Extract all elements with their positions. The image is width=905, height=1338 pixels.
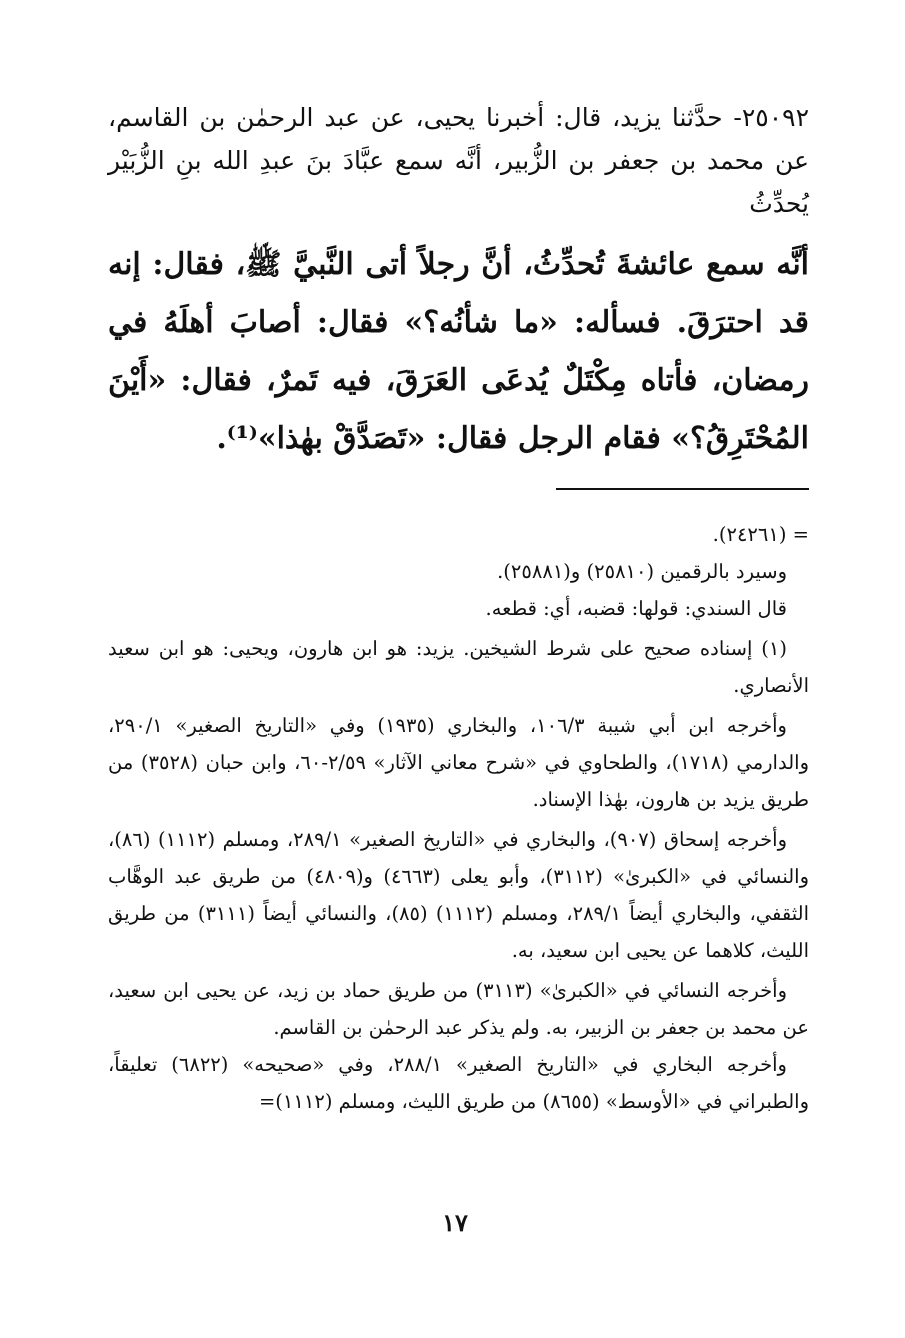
footnote-paragraph: وأخرجه إسحاق (٩٠٧)، والبخاري في «التاريخ الصغير» ٢٨٩/١، ومسلم (١١١٢) (٨٦)، والنسائي في «الكبرىٰ» (٣١١٢)، وأبو يعلى (٤٦٦٣) و(٤٨٠٩) من طريق عبد الوهَّاب الثقفي، والبخاري أيضاً ٢٨٩/١، ومسلم (١١١٢) (٨٥)، والنسائي أيضاً (٣١١١) من طريق الليث، كلاهما عن يحيى ابن سعيد، به. — [108, 828, 809, 962]
footnote-paragraph: وسيرد بالرقمين (٢٥٨١٠) و(٢٥٨٨١). — [497, 560, 787, 583]
footnote-1: (١) إسناده صحيح على شرط الشيخين. يزيد: هو ابن هارون، ويحيى: هو ابن سعيد الأنصاري. — [108, 637, 809, 697]
footnote-paragraph: وأخرجه ابن أبي شيبة ١٠٦/٣، والبخاري (١٩٣٥) وفي «التاريخ الصغير» ٢٩٠/١، والدارمي (١٧١٨)، والطحاوي في «شرح معاني الآثار» ٢/٥٩-٦٠، وابن حبان (٣٥٢٨) من طريق يزيد بن هارون، بهٰذا الإسناد. — [108, 714, 809, 811]
hadith-matn-text: أنَّه سمع عائشةَ تُحدِّثُ، أنَّ رجلاً أتى النَّبيَّ ﷺ، فقال: إنه قد احترَقَ. فسأله: «ما شأنُه؟» فقال: أصابَ أهلَهُ في رمضان، فأتاه مِكْتَلٌ يُدعَى العَرَقَ، فيه تَمرٌ، فقال: «أَيْنَ المُحْتَرِقُ؟» فقام الرجل فقال: «تَصَدَّقْ بهٰذا»⁽¹⁾. — [108, 247, 809, 456]
hadith-isnad-text: ٢٥٠٩٢- حدَّثنا يزيد، قال: أخبرنا يحيى، عن عبد الرحمٰن بن القاسم، عن محمد بن جعفر بن الزُّبير، أنَّه سمع عبَّادَ بنَ عبدِ الله بنِ الزُّبَيْر يُحدِّثُ — [108, 103, 809, 218]
footnotes-section — [108, 516, 809, 1120]
footnote-paragraph: وأخرجه النسائي في «الكبرىٰ» (٣١١٣) من طريق حماد بن زيد، عن يحيى ابن سعيد، عن محمد بن جعفر بن الزبير، به. ولم يذكر عبد الرحمٰن بن القاسم. — [108, 979, 809, 1039]
footnote-paragraph: قال السندي: قولها: قضبه، أي: قطعه. — [485, 597, 787, 620]
page-number: ١٧ — [442, 1208, 468, 1237]
hadith-matn — [108, 236, 809, 468]
hadith-isnad — [108, 96, 809, 225]
footnote-paragraph: وأخرجه البخاري في «التاريخ الصغير» ٢٨٨/١، وفي «صحيحه» (٦٨٢٢) تعليقاً، والطبراني في «الأوسط» (٨٦٥٥) من طريق الليث، ومسلم (١١١٢)= — [108, 1053, 809, 1113]
footnote-separator — [556, 488, 809, 490]
footnote-continuation: = (٢٤٢٦١). — [712, 523, 809, 546]
